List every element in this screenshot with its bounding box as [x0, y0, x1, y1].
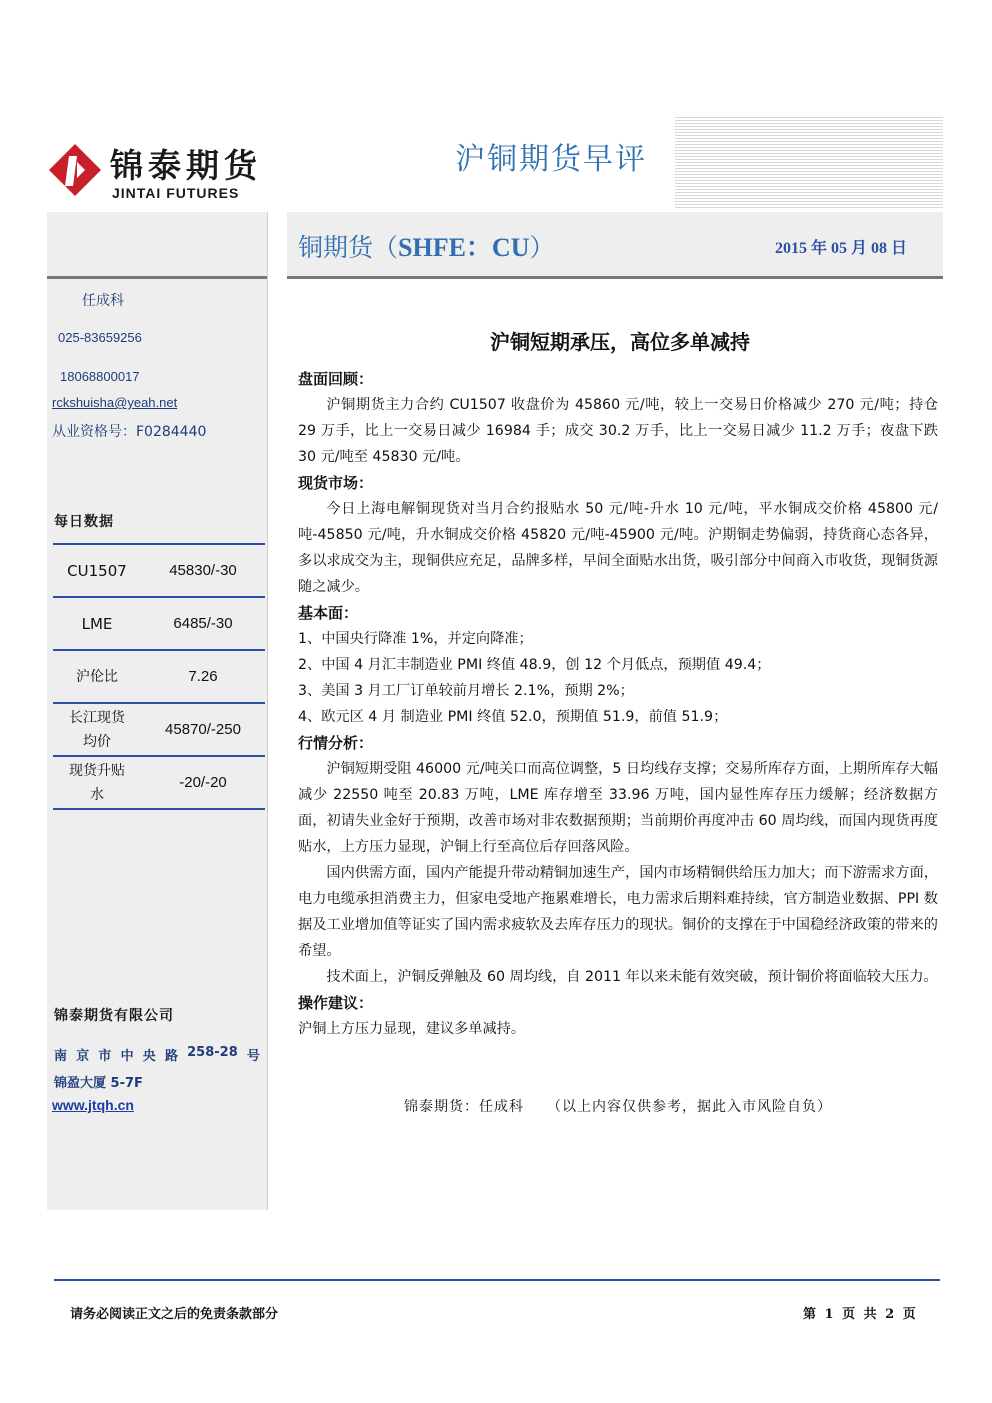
page-number: 第 1 页 共 2 页: [803, 1307, 918, 1322]
jintai-logo-icon: [47, 142, 103, 198]
daily-data-table: [53, 543, 265, 810]
data-row-changjiang-spot: [53, 702, 265, 755]
address-token: 号: [246, 1049, 260, 1064]
fundamental-item: 1、中国央行降准 1%，并定向降准；: [298, 631, 533, 647]
report-date: 2015 年 05 月 08 日: [775, 240, 908, 257]
address-token: 市: [98, 1049, 112, 1064]
company-address-line1: [54, 1045, 260, 1064]
address-token: 路: [164, 1049, 178, 1064]
sidebar-divider: [47, 276, 267, 279]
data-value: 6485/-30: [173, 615, 233, 632]
section-title-spot-market: 现货市场：: [298, 474, 374, 492]
data-row-sh-ldn-ratio: [53, 649, 265, 702]
address-token: 258-28: [187, 1045, 238, 1060]
data-label: 长江现货均价: [69, 709, 125, 750]
address-token: 南: [54, 1049, 68, 1064]
data-value: -20/-20: [179, 774, 227, 791]
data-label: 现货升贴水: [69, 762, 125, 803]
report-title: 沪铜期货早评: [455, 142, 647, 177]
footer-divider: [54, 1279, 940, 1281]
analyst-name: 任成科: [82, 293, 124, 309]
section-title-analysis: 行情分析：: [298, 734, 374, 752]
company-logo-text-en: JINTAI FUTURES: [112, 185, 240, 201]
paragraph-suggestion: 沪铜上方压力显现，建议多单减持。: [298, 1021, 526, 1037]
header-stripe-decoration: [675, 117, 943, 209]
article-headline: 沪铜短期承压，高位多单减持: [490, 330, 750, 354]
product-code: SHFE：CU: [398, 233, 530, 262]
company-logo-text-cn: 锦泰期货: [110, 146, 262, 185]
product-suffix: ）: [529, 233, 555, 262]
data-row-spot-premium: [53, 755, 265, 810]
footer-disclaimer: 请务必阅读正文之后的免责条款部分: [70, 1307, 279, 1322]
fundamental-item: 2、中国 4 月汇丰制造业 PMI 终值 48.9，创 12 个月低点，预期值 49.4；: [298, 657, 771, 673]
section-title-fundamentals: 基本面：: [298, 604, 359, 622]
analyst-email-link[interactable]: rckshuisha@yeah.net: [52, 395, 178, 410]
data-row-cu1507: [53, 543, 265, 596]
analyst-mobile: 18068800017: [60, 369, 140, 384]
data-label: LME: [81, 614, 113, 633]
paragraph-spot-market: 今日上海电解铜现货对当月合约报贴水 50 元/吨-升水 10 元/吨，平水铜成交价格 45800 元/吨-45850 元/吨，升水铜成交价格 45820 元/吨-45900 元/吨。沪期铜走势偏弱，持货商心态各异，多以求成交为主，现铜供应充足，品牌多样，早间全面贴水出货，吸引部分中间商入市收货，现铜货源随之减少。: [298, 501, 938, 595]
company-address-line2: 锦盈大厦 5-7F: [54, 1076, 143, 1091]
product-prefix: 铜期货（: [298, 233, 399, 262]
daily-data-title: 每日数据: [54, 514, 114, 530]
analyst-phone: 025-83659256: [58, 330, 142, 345]
section-title-market-review: 盘面回顾：: [298, 370, 374, 388]
data-value: 7.26: [188, 668, 218, 685]
data-label: 沪伦比: [76, 668, 118, 685]
company-website-link[interactable]: www.jtqh.cn: [52, 1097, 134, 1113]
address-token: 央: [142, 1049, 156, 1064]
fundamental-item: 4、欧元区 4 月 制造业 PMI 终值 52.0，预期值 51.9，前值 51.9；: [298, 709, 728, 725]
fundamental-item: 3、美国 3 月工厂订单较前月增长 2.1%，预期 2%；: [298, 683, 634, 699]
paragraph-analysis-1: 沪铜短期受阻 46000 元/吨关口而高位调整，5 日均线存支撑；交易所库存方面，上期所库存大幅减少 22550 吨至 20.83 万吨，LME 库存增至 33.96 万吨，国内显性库存压力缓解；经济数据方面，初请失业金好于预期，改善市场对非农数据预期；当前期价再度冲击 60 周均线，而国内现货再度贴水，上方压力显现，沪铜上行至高位后存回落风险。: [298, 761, 938, 855]
paragraph-analysis-3: 技术面上，沪铜反弹触及 60 周均线，自 2011 年以来未能有效突破，预计铜价将面临较大压力。: [326, 969, 938, 985]
product-title: [298, 227, 555, 264]
data-label: CU1507: [67, 561, 127, 580]
company-name: 锦泰期货有限公司: [54, 1008, 174, 1024]
paragraph-analysis-2: 国内供需方面，国内产能提升带动精铜加速生产，国内市场精铜供给压力加大；而下游需求方面，电力电缆承担消费主力，但家电受地产拖累难增长，电力需求后期料难持续，官方制造业数据、PPI 数据及工业增加值等证实了国内需求疲软及去库存压力的现状。铜价的支撑在于中国稳经济政策的带来的希望。: [298, 865, 938, 959]
section-title-suggestion: 操作建议：: [298, 994, 374, 1012]
author-signoff: 锦泰期货：任成科 （以上内容仅供参考，据此入市风险自负）: [404, 1099, 832, 1115]
data-row-lme: [53, 596, 265, 649]
data-value: 45870/-250: [165, 721, 241, 738]
data-value: 45830/-30: [169, 562, 237, 579]
paragraph-market-review: 沪铜期货主力合约 CU1507 收盘价为 45860 元/吨，较上一交易日价格减少 270 元/吨；持仓 29 万手，比上一交易日减少 16984 手；成交 30.2 万手，比上一交易日减少 11.2 万手；夜盘下跌 30 元/吨至 45830 元/吨。: [298, 397, 938, 465]
address-token: 中: [120, 1049, 134, 1064]
analyst-license: 从业资格号：F0284440: [52, 424, 207, 440]
article-body: [298, 366, 938, 1042]
address-token: 京: [76, 1049, 90, 1064]
